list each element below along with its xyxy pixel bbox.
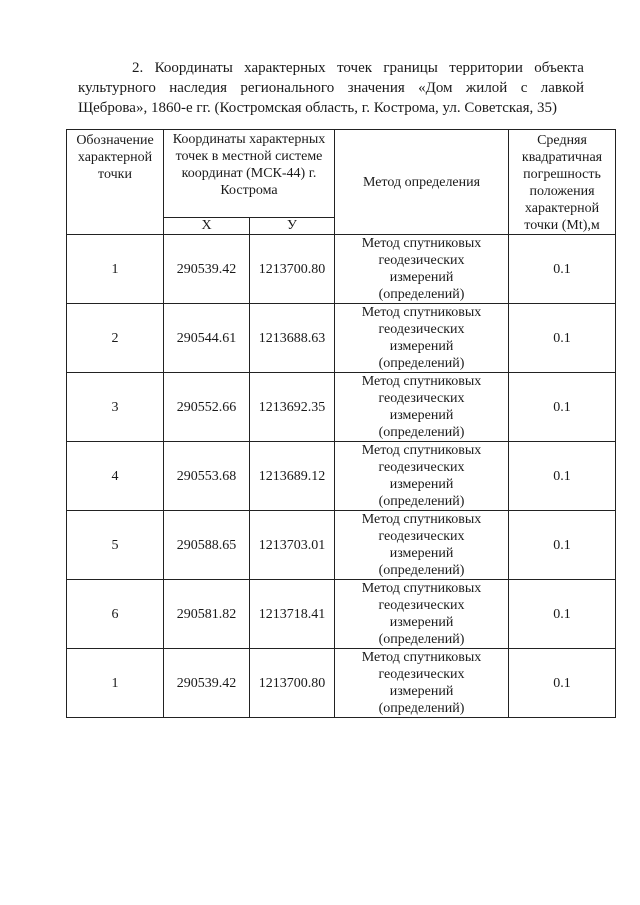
method-line: измерений xyxy=(389,477,454,492)
method-line: (определений) xyxy=(378,425,465,440)
cell-point: 2 xyxy=(67,304,164,373)
heading-word: 2. xyxy=(132,60,144,76)
heading-word: регионального xyxy=(240,80,335,96)
cell-error: 0.1 xyxy=(509,304,616,373)
cell-y: 1213689.12 xyxy=(250,442,335,511)
heading-word: наследия xyxy=(169,80,228,96)
cell-method xyxy=(335,373,509,442)
cell-x: 290544.61 xyxy=(164,304,250,373)
method-line: измерений xyxy=(389,270,454,285)
method-line: измерений xyxy=(389,615,454,630)
heading-word: Кострома, xyxy=(373,100,439,116)
cell-method xyxy=(335,235,509,304)
method-line: геодезических xyxy=(378,391,465,406)
coordinates-table xyxy=(66,129,616,718)
cell-point: 3 xyxy=(67,373,164,442)
method-line: (определений) xyxy=(378,632,465,647)
cell-method xyxy=(335,511,509,580)
cell-error: 0.1 xyxy=(509,511,616,580)
heading-word: гг. xyxy=(196,100,211,116)
heading-line-1 xyxy=(78,58,584,78)
heading-word: 1860-е xyxy=(150,100,193,116)
heading-word: культурного xyxy=(78,80,156,96)
heading-word: точек xyxy=(337,60,373,76)
table-row xyxy=(67,649,616,718)
heading-word: с xyxy=(520,80,528,96)
heading-word: жилой xyxy=(465,80,508,96)
cell-method xyxy=(335,304,509,373)
table-body xyxy=(67,235,616,718)
cell-x: 290581.82 xyxy=(164,580,250,649)
method-line: геодезических xyxy=(378,253,465,268)
table-row xyxy=(67,373,616,442)
header-point: Обозначение характерной точки xyxy=(67,130,164,235)
heading-word: (Костромская xyxy=(214,100,302,116)
method-line: измерений xyxy=(389,684,454,699)
method-line: Метод спутниковых xyxy=(361,443,482,458)
cell-point: 1 xyxy=(67,235,164,304)
heading-word: характерных xyxy=(244,60,326,76)
method-line: измерений xyxy=(389,408,454,423)
method-line: (определений) xyxy=(378,701,465,716)
cell-y: 1213688.63 xyxy=(250,304,335,373)
heading-word: объекта xyxy=(534,60,584,76)
method-line: (определений) xyxy=(378,287,465,302)
table-row xyxy=(67,511,616,580)
cell-point: 1 xyxy=(67,649,164,718)
cell-error: 0.1 xyxy=(509,649,616,718)
method-line: (определений) xyxy=(378,356,465,371)
method-line: (определений) xyxy=(378,563,465,578)
cell-method xyxy=(335,580,509,649)
method-line: Метод спутниковых xyxy=(361,305,482,320)
method-line: геодезических xyxy=(378,667,465,682)
cell-point: 6 xyxy=(67,580,164,649)
heading-line-2 xyxy=(78,78,584,98)
cell-point: 4 xyxy=(67,442,164,511)
section-heading xyxy=(78,58,584,118)
cell-x: 290553.68 xyxy=(164,442,250,511)
heading-word: лавкой xyxy=(540,80,584,96)
cell-method xyxy=(335,442,509,511)
cell-x: 290588.65 xyxy=(164,511,250,580)
header-method: Метод определения xyxy=(335,130,509,235)
method-line: Метод спутниковых xyxy=(361,374,482,389)
heading-word: область, xyxy=(305,100,358,116)
header-row xyxy=(67,130,616,218)
table-header xyxy=(67,130,616,235)
heading-line-3 xyxy=(78,98,584,118)
method-line: геодезических xyxy=(378,322,465,337)
cell-y: 1213718.41 xyxy=(250,580,335,649)
cell-y: 1213703.01 xyxy=(250,511,335,580)
header-x: Х xyxy=(164,218,250,235)
cell-error: 0.1 xyxy=(509,442,616,511)
cell-y: 1213700.80 xyxy=(250,235,335,304)
cell-method xyxy=(335,649,509,718)
heading-word: границы xyxy=(383,60,438,76)
cell-y: 1213700.80 xyxy=(250,649,335,718)
heading-word: Щеброва», xyxy=(78,100,148,116)
method-line: измерений xyxy=(389,339,454,354)
heading-word: Координаты xyxy=(154,60,233,76)
heading-word: г. xyxy=(361,100,370,116)
method-line: измерений xyxy=(389,546,454,561)
method-line: геодезических xyxy=(378,529,465,544)
method-line: геодезических xyxy=(378,460,465,475)
heading-word: 35) xyxy=(537,100,557,116)
table-row xyxy=(67,304,616,373)
cell-x: 290539.42 xyxy=(164,235,250,304)
method-line: Метод спутниковых xyxy=(361,512,482,527)
method-line: геодезических xyxy=(378,598,465,613)
table-row xyxy=(67,580,616,649)
cell-error: 0.1 xyxy=(509,580,616,649)
method-line: Метод спутниковых xyxy=(361,236,482,251)
table-row xyxy=(67,235,616,304)
cell-x: 290539.42 xyxy=(164,649,250,718)
heading-word: Советская, xyxy=(464,100,534,116)
cell-y: 1213692.35 xyxy=(250,373,335,442)
cell-point: 5 xyxy=(67,511,164,580)
heading-word: «Дом xyxy=(418,80,453,96)
header-coordinates: Координаты характерных точек в местной системе координат (МСК-44) г. Кострома xyxy=(164,130,335,218)
table-row xyxy=(67,442,616,511)
method-line: (определений) xyxy=(378,494,465,509)
header-y: У xyxy=(250,218,335,235)
method-line: Метод спутниковых xyxy=(361,581,482,596)
cell-error: 0.1 xyxy=(509,235,616,304)
cell-x: 290552.66 xyxy=(164,373,250,442)
cell-error: 0.1 xyxy=(509,373,616,442)
heading-word: ул. xyxy=(442,100,461,116)
method-line: Метод спутниковых xyxy=(361,650,482,665)
heading-word: значения xyxy=(347,80,405,96)
header-error: Средняя квадратичная погрешность положения характерной точки (Mt),м xyxy=(509,130,616,235)
heading-word: территории xyxy=(449,60,523,76)
